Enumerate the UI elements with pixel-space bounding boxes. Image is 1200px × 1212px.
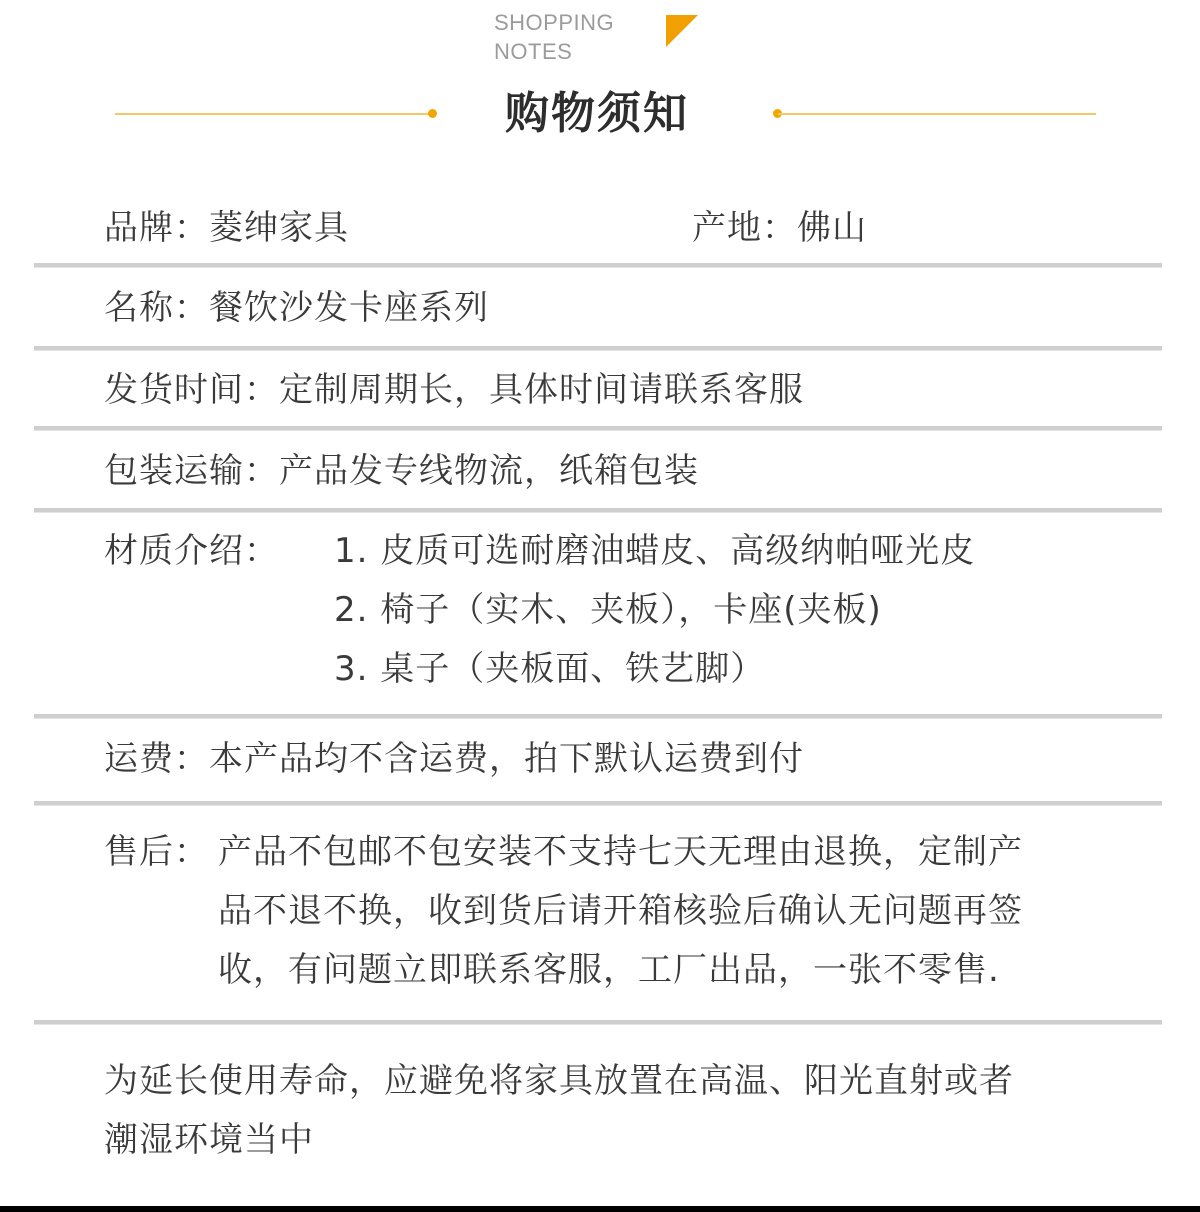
origin-row: 产地：佛山 <box>692 208 867 248</box>
name-row: 名称：餐饮沙发卡座系列 <box>104 288 489 328</box>
freight-row: 运费：本产品均不含运费，拍下默认运费到付 <box>104 739 804 779</box>
title-decor-line-left <box>115 113 431 115</box>
aftersale-line: 品不退不换，收到货后请开箱核验后确认无问题再签 <box>218 891 1023 931</box>
material-item: 2. 椅子（实木、夹板），卡座(夹板) <box>334 590 882 630</box>
material-item: 3. 桌子（夹板面、铁艺脚） <box>334 649 766 689</box>
page-title: 购物须知 <box>505 88 689 139</box>
divider <box>34 1020 1162 1025</box>
aftersale-line: 产品不包邮不包安装不支持七天无理由退换，定制产 <box>218 832 1023 872</box>
divider <box>34 801 1162 806</box>
brand-row: 品牌：菱绅家具 <box>104 208 349 248</box>
aftersale-text <box>218 823 1023 1000</box>
care-note <box>104 1052 1014 1170</box>
header-en-line2: NOTES <box>494 39 573 64</box>
aftersale-line: 收，有问题立即联系客服，工厂出品，一张不零售. <box>218 950 1000 990</box>
care-note-line: 为延长使用寿命，应避免将家具放置在高温、阳光直射或者 <box>104 1061 1014 1101</box>
material-label: 材质介绍： <box>104 531 279 571</box>
shipping-time-row: 发货时间：定制周期长，具体时间请联系客服 <box>104 370 804 410</box>
corner-triangle-icon <box>666 15 698 47</box>
divider <box>34 263 1162 268</box>
divider <box>34 346 1162 351</box>
material-list <box>334 522 975 699</box>
aftersale-label: 售后： <box>104 832 209 872</box>
header-english-subtitle <box>494 8 614 66</box>
care-note-line: 潮湿环境当中 <box>104 1120 314 1160</box>
divider <box>34 426 1162 431</box>
material-item: 1. 皮质可选耐磨油蜡皮、高级纳帕哑光皮 <box>334 531 976 571</box>
header-en-line1: SHOPPING <box>494 10 615 35</box>
packaging-row: 包装运输：产品发专线物流，纸箱包装 <box>104 451 699 491</box>
title-decor-line-right <box>778 113 1096 115</box>
bottom-edge-bar <box>0 1206 1200 1212</box>
divider <box>34 714 1162 719</box>
divider <box>34 508 1162 513</box>
